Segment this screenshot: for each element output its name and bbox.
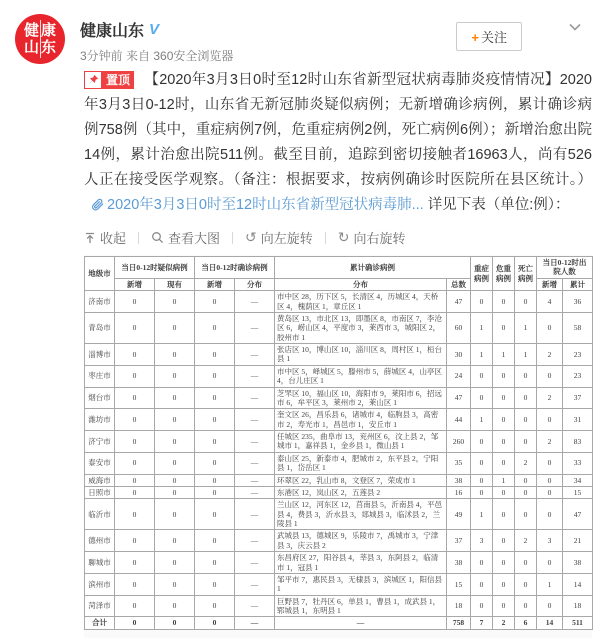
cell-conf_new: 0 <box>195 291 235 313</box>
cell-disc_new: 1 <box>537 573 563 595</box>
cell-susp_new: 0 <box>115 617 155 629</box>
header-discharge-cum: 累计 <box>563 278 593 290</box>
pin-icon <box>84 71 102 89</box>
cell-city: 临沂市 <box>85 499 115 530</box>
table-row <box>85 452 593 474</box>
cell-total: 30 <box>447 344 471 366</box>
header-confirmed-new: 新增 <box>195 278 235 290</box>
post-text-after-link: 详见下表（单位:例）： <box>427 197 570 213</box>
cell-total: 44 <box>447 409 471 431</box>
cell-cum_dist: 东港区 12，岚山区 2，五莲县 2 <box>275 486 447 498</box>
cell-susp_new: 0 <box>115 486 155 498</box>
cell-critical: 0 <box>493 530 515 552</box>
cell-death: 1 <box>515 312 537 343</box>
table-header <box>85 257 593 291</box>
plus-icon: + <box>471 30 479 45</box>
follow-label: 关注 <box>480 30 507 45</box>
cell-disc_cum: 38 <box>563 552 593 574</box>
cell-total: 49 <box>447 499 471 530</box>
toolbar-divider <box>325 232 326 244</box>
cell-conf_new: 0 <box>195 365 235 387</box>
cell-susp_new: 0 <box>115 552 155 574</box>
table-row <box>85 474 593 486</box>
table-row <box>85 291 593 313</box>
cell-conf_dist: — <box>235 409 275 431</box>
cell-critical: 0 <box>493 291 515 313</box>
cell-severe: 0 <box>471 431 493 453</box>
cell-cum_dist: 巨野县 7，牡丹区 6，单县 1，曹县 1，成武县 1，郓城县 1，东明县 1 <box>275 595 447 617</box>
magnifier-icon <box>151 231 164 244</box>
post-meta: 3分钟前 来自 360安全浏览器 <box>80 49 234 63</box>
cell-disc_cum: 23 <box>563 344 593 366</box>
cell-cum_dist: 黄岛区 13，市北区 13，即墨区 8，市南区 7，李沧区 6，崂山区 4，平度市 3，莱西市 3，城阳区 2，胶州市 1 <box>275 312 447 343</box>
cell-conf_new: 0 <box>195 312 235 343</box>
cell-conf_dist: — <box>235 474 275 486</box>
cell-severe: 1 <box>471 312 493 343</box>
cell-critical: 0 <box>493 452 515 474</box>
cell-death: 0 <box>515 291 537 313</box>
cell-critical: 0 <box>493 486 515 498</box>
cell-susp_new: 0 <box>115 312 155 343</box>
cell-susp_cur: 0 <box>155 409 195 431</box>
cell-cum_dist: 兰山区 12，河东区 12，莒南县 5，沂南县 4，平邑县 4，费县 3，沂水县 3，郯城县 3，临沭县 2，兰陵县 1 <box>275 499 447 530</box>
cell-disc_cum: 33 <box>563 452 593 474</box>
cell-critical: 0 <box>493 499 515 530</box>
cell-conf_dist: — <box>235 452 275 474</box>
header-cumulative-group: 累计确诊病例 <box>275 257 471 279</box>
cell-death: 0 <box>515 474 537 486</box>
cell-total: 47 <box>447 291 471 313</box>
cell-critical: 0 <box>493 595 515 617</box>
cell-severe: 0 <box>471 291 493 313</box>
cell-severe: 0 <box>471 452 493 474</box>
cell-city: 合计 <box>85 617 115 629</box>
header-severe: 重症病例 <box>471 257 493 291</box>
cell-cum_dist: 芝罘区 10，福山区 10，海阳市 9，莱阳市 6，招远市 6，牟平区 3，莱州市 2，莱山区 1 <box>275 387 447 409</box>
cell-conf_new: 0 <box>195 387 235 409</box>
cell-severe: 0 <box>471 573 493 595</box>
cell-severe: 1 <box>471 409 493 431</box>
header-discharge-new: 新增 <box>537 278 563 290</box>
cell-disc_cum: 15 <box>563 486 593 498</box>
cell-disc_new: 0 <box>537 409 563 431</box>
cell-total: 758 <box>447 617 471 629</box>
cell-death: 2 <box>515 530 537 552</box>
post-content <box>0 66 600 638</box>
cell-death: 6 <box>515 617 537 629</box>
cell-severe: 0 <box>471 486 493 498</box>
cell-susp_cur: 0 <box>155 452 195 474</box>
cell-death: 1 <box>515 344 537 366</box>
table-row <box>85 530 593 552</box>
header-suspected-new: 新增 <box>115 278 155 290</box>
table-row <box>85 365 593 387</box>
cell-susp_cur: 0 <box>155 486 195 498</box>
table-row <box>85 431 593 453</box>
cell-susp_cur: 0 <box>155 291 195 313</box>
cell-total: 47 <box>447 387 471 409</box>
cell-susp_new: 0 <box>115 530 155 552</box>
cell-cum_dist: 任城区 235，曲阜市 13，兖州区 6，汶上县 2，邹城市 1，嘉祥县 1，金乡县 1，微山县 1 <box>275 431 447 453</box>
cell-susp_cur: 0 <box>155 552 195 574</box>
cell-disc_new: 14 <box>537 617 563 629</box>
cell-susp_cur: 0 <box>155 499 195 530</box>
cell-disc_new: 0 <box>537 312 563 343</box>
paperclip-icon <box>90 197 105 212</box>
table-row <box>85 552 593 574</box>
cell-conf_new: 0 <box>195 486 235 498</box>
cell-disc_cum: 83 <box>563 431 593 453</box>
username[interactable]: 健康山东 <box>80 23 145 40</box>
cell-disc_new: 0 <box>537 474 563 486</box>
cell-conf_new: 0 <box>195 552 235 574</box>
cell-susp_cur: 0 <box>155 312 195 343</box>
cell-disc_cum: 21 <box>563 530 593 552</box>
cell-city: 烟台市 <box>85 387 115 409</box>
view-large-button[interactable]: 查看大图 <box>151 226 220 249</box>
table-row <box>85 312 593 343</box>
image-toolbar <box>84 226 592 249</box>
cell-total: 35 <box>447 452 471 474</box>
cell-disc_cum: 511 <box>563 617 593 629</box>
cell-disc_new: 3 <box>537 530 563 552</box>
cell-cum_dist: — <box>275 617 447 629</box>
cell-city: 滨州市 <box>85 573 115 595</box>
cell-susp_new: 0 <box>115 344 155 366</box>
epidemic-table <box>84 256 593 630</box>
collapse-button[interactable]: 收起 <box>84 226 126 249</box>
cell-susp_new: 0 <box>115 474 155 486</box>
cell-susp_cur: 0 <box>155 530 195 552</box>
cell-severe: 1 <box>471 344 493 366</box>
cell-conf_new: 0 <box>195 344 235 366</box>
toolbar-divider <box>232 232 233 244</box>
cell-city: 济宁市 <box>85 431 115 453</box>
cell-critical: 1 <box>493 474 515 486</box>
cell-conf_new: 0 <box>195 409 235 431</box>
cell-conf_dist: — <box>235 291 275 313</box>
cell-susp_new: 0 <box>115 365 155 387</box>
cell-conf_dist: — <box>235 499 275 530</box>
cell-disc_new: 0 <box>537 552 563 574</box>
header-suspected-group: 当日0-12时疑似病例 <box>115 257 195 279</box>
avatar[interactable] <box>15 14 65 64</box>
avatar-text-top: 健康 <box>23 22 58 39</box>
cell-severe: 0 <box>471 474 493 486</box>
cell-critical: 0 <box>493 365 515 387</box>
cell-death: 0 <box>515 365 537 387</box>
collapse-icon <box>84 232 96 244</box>
cell-conf_dist: — <box>235 486 275 498</box>
cell-disc_new: 2 <box>537 344 563 366</box>
cell-critical: 0 <box>493 312 515 343</box>
cell-susp_cur: 0 <box>155 573 195 595</box>
table-row <box>85 486 593 498</box>
cell-total: 37 <box>447 530 471 552</box>
cell-conf_dist: — <box>235 617 275 629</box>
cell-conf_dist: — <box>235 573 275 595</box>
cell-city: 潍坊市 <box>85 409 115 431</box>
header-cumulative-dist: 分布 <box>275 278 447 290</box>
cell-city: 枣庄市 <box>85 365 115 387</box>
cell-disc_new: 0 <box>537 499 563 530</box>
cell-city: 泰安市 <box>85 452 115 474</box>
cell-conf_new: 0 <box>195 431 235 453</box>
cell-conf_dist: — <box>235 344 275 366</box>
rotate-right-button[interactable]: ↻ 向右旋转 <box>337 229 406 246</box>
cell-conf_new: 0 <box>195 530 235 552</box>
cell-disc_cum: 34 <box>563 474 593 486</box>
cell-severe: 7 <box>471 617 493 629</box>
cell-cum_dist: 张店区 10，博山区 10，淄川区 8，周村区 1，桓台县 1 <box>275 344 447 366</box>
cell-conf_dist: — <box>235 530 275 552</box>
cell-conf_new: 0 <box>195 573 235 595</box>
table-row <box>85 409 593 431</box>
cell-conf_new: 0 <box>195 595 235 617</box>
cell-severe: 3 <box>471 530 493 552</box>
cell-total: 16 <box>447 486 471 498</box>
post-header <box>0 0 600 66</box>
cell-susp_new: 0 <box>115 452 155 474</box>
cell-conf_new: 0 <box>195 452 235 474</box>
cell-city: 淄博市 <box>85 344 115 366</box>
cell-city: 威海市 <box>85 474 115 486</box>
cell-susp_cur: 0 <box>155 365 195 387</box>
cell-disc_new: 2 <box>537 387 563 409</box>
cell-disc_cum: 36 <box>563 291 593 313</box>
cell-disc_new: 0 <box>537 486 563 498</box>
cell-city: 日照市 <box>85 486 115 498</box>
pin-label: 置顶 <box>102 71 134 89</box>
table-total-row <box>85 617 593 629</box>
cell-critical: 1 <box>493 344 515 366</box>
header-cumulative-total: 总数 <box>447 278 471 290</box>
cell-total: 38 <box>447 552 471 574</box>
cell-death: 0 <box>515 409 537 431</box>
cell-conf_dist: — <box>235 312 275 343</box>
cell-cum_dist: 市中区 28，历下区 5，长清区 4，历城区 4，天桥区 4，槐荫区 1，章丘区 1 <box>275 291 447 313</box>
cell-susp_new: 0 <box>115 291 155 313</box>
cell-disc_cum: 31 <box>563 409 593 431</box>
cell-disc_cum: 14 <box>563 573 593 595</box>
cell-severe: 0 <box>471 552 493 574</box>
cell-susp_cur: 0 <box>155 474 195 486</box>
chevron-down-icon[interactable] <box>568 20 582 34</box>
cell-susp_new: 0 <box>115 595 155 617</box>
table-row <box>85 573 593 595</box>
cell-critical: 0 <box>493 552 515 574</box>
table-row <box>85 499 593 530</box>
cell-cum_dist: 邹平市 7，惠民县 3，无棣县 3，滨城区 1，阳信县 1 <box>275 573 447 595</box>
cell-susp_cur: 0 <box>155 617 195 629</box>
header-death: 死亡病例 <box>515 257 537 291</box>
avatar-text-bottom: 山东 <box>23 39 58 56</box>
cell-total: 38 <box>447 474 471 486</box>
cell-severe: 0 <box>471 595 493 617</box>
attachment-link[interactable]: 2020年3月3日0时至12时山东省新型冠状病毒肺... <box>107 197 424 213</box>
cell-death: 0 <box>515 486 537 498</box>
header-suspected-current: 现有 <box>155 278 195 290</box>
cell-conf_new: 0 <box>195 474 235 486</box>
header-discharge-group: 当日0-12时出院人数 <box>537 257 593 279</box>
table-row <box>85 387 593 409</box>
cell-conf_new: 0 <box>195 617 235 629</box>
cell-disc_new: 4 <box>537 291 563 313</box>
cell-conf_dist: — <box>235 552 275 574</box>
cell-critical: 2 <box>493 617 515 629</box>
cell-severe: 1 <box>471 499 493 530</box>
header-confirmed-dist: 分布 <box>235 278 275 290</box>
cell-susp_new: 0 <box>115 499 155 530</box>
cell-city: 青岛市 <box>85 312 115 343</box>
cell-cum_dist: 环翠区 22，乳山市 8，文登区 7，荣成市 1 <box>275 474 447 486</box>
cell-cum_dist: 东昌府区 27，阳谷县 4，莘县 3，东阿县 2，临清市 1，冠县 1 <box>275 552 447 574</box>
cell-city: 济南市 <box>85 291 115 313</box>
cell-total: 18 <box>447 595 471 617</box>
cell-conf_dist: — <box>235 387 275 409</box>
attached-image-area[interactable] <box>84 255 592 638</box>
cell-critical: 0 <box>493 409 515 431</box>
cell-death: 0 <box>515 573 537 595</box>
cell-total: 260 <box>447 431 471 453</box>
cell-cum_dist: 泰山区 25，新泰市 4，肥城市 2，东平县 2，宁阳县 1，岱岳区 1 <box>275 452 447 474</box>
cell-death: 0 <box>515 387 537 409</box>
cell-disc_cum: 18 <box>563 595 593 617</box>
post-text: 【2020年3月3日0时至12时山东省新型冠状病毒肺炎疫情情况】2020年3月3日0-12时，山东省无新冠肺炎疑似病例；无新增确诊病例，累计确诊病例758例（其中，重症病例7例，危重症病例2例，死亡病例6例）；新增治愈出院14例，累计治愈出院511例。截至目前，追踪到密切接触者16963人，尚有526人正在接受医学观察。（备注：根据要求，按病例确诊时医院所在县区统计。） <box>84 72 593 188</box>
cell-death: 0 <box>515 595 537 617</box>
cell-disc_cum: 37 <box>563 387 593 409</box>
cell-conf_dist: — <box>235 431 275 453</box>
cell-cum_dist: 市中区 5，峄城区 5，滕州市 5，薛城区 4，山亭区 4，台儿庄区 1 <box>275 365 447 387</box>
cell-disc_new: 2 <box>537 431 563 453</box>
follow-button[interactable] <box>456 22 522 51</box>
table-body <box>85 291 593 630</box>
cell-susp_cur: 0 <box>155 387 195 409</box>
cell-conf_dist: — <box>235 595 275 617</box>
cell-susp_cur: 0 <box>155 595 195 617</box>
cell-susp_new: 0 <box>115 409 155 431</box>
cell-total: 15 <box>447 573 471 595</box>
table-row <box>85 344 593 366</box>
table-row <box>85 595 593 617</box>
cell-susp_cur: 0 <box>155 431 195 453</box>
cell-disc_cum: 58 <box>563 312 593 343</box>
toolbar-divider <box>138 232 139 244</box>
cell-disc_new: 0 <box>537 365 563 387</box>
header-city: 地级市 <box>85 257 115 291</box>
cell-disc_new: 0 <box>537 452 563 474</box>
cell-city: 德州市 <box>85 530 115 552</box>
cell-susp_cur: 0 <box>155 344 195 366</box>
cell-city: 菏泽市 <box>85 595 115 617</box>
rotate-left-button[interactable]: ↺ 向左旋转 <box>245 229 313 246</box>
cell-death: 0 <box>515 499 537 530</box>
pinned-badge <box>84 71 134 89</box>
cell-city: 聊城市 <box>85 552 115 574</box>
cell-death: 0 <box>515 431 537 453</box>
rotate-left-icon: ↺ <box>245 229 257 245</box>
cell-severe: 0 <box>471 365 493 387</box>
cell-conf_dist: — <box>235 365 275 387</box>
cell-total: 24 <box>447 365 471 387</box>
cell-critical: 0 <box>493 573 515 595</box>
cell-total: 60 <box>447 312 471 343</box>
verified-badge-icon: V <box>149 21 160 38</box>
cell-severe: 0 <box>471 387 493 409</box>
header-confirmed-group: 当日0-12时确诊病例 <box>195 257 275 279</box>
cell-susp_new: 0 <box>115 431 155 453</box>
rotate-right-icon: ↻ <box>337 229 350 245</box>
cell-disc_new: 0 <box>537 595 563 617</box>
cell-susp_new: 0 <box>115 573 155 595</box>
cell-critical: 0 <box>493 387 515 409</box>
cell-susp_new: 0 <box>115 387 155 409</box>
cell-death: 0 <box>515 552 537 574</box>
header-critical: 危重病例 <box>493 257 515 291</box>
cell-death: 2 <box>515 452 537 474</box>
cell-cum_dist: 奎文区 26，昌乐县 6，诸城市 4，临朐县 3，高密市 2，寿光市 1，昌邑市 1，安丘市 1 <box>275 409 447 431</box>
cell-disc_cum: 47 <box>563 499 593 530</box>
cell-critical: 0 <box>493 431 515 453</box>
cell-conf_new: 0 <box>195 499 235 530</box>
cell-cum_dist: 武城县 13，德城区 9，乐陵市 7，禹城市 3，宁津县 3，庆云县 2 <box>275 530 447 552</box>
cell-disc_cum: 23 <box>563 365 593 387</box>
